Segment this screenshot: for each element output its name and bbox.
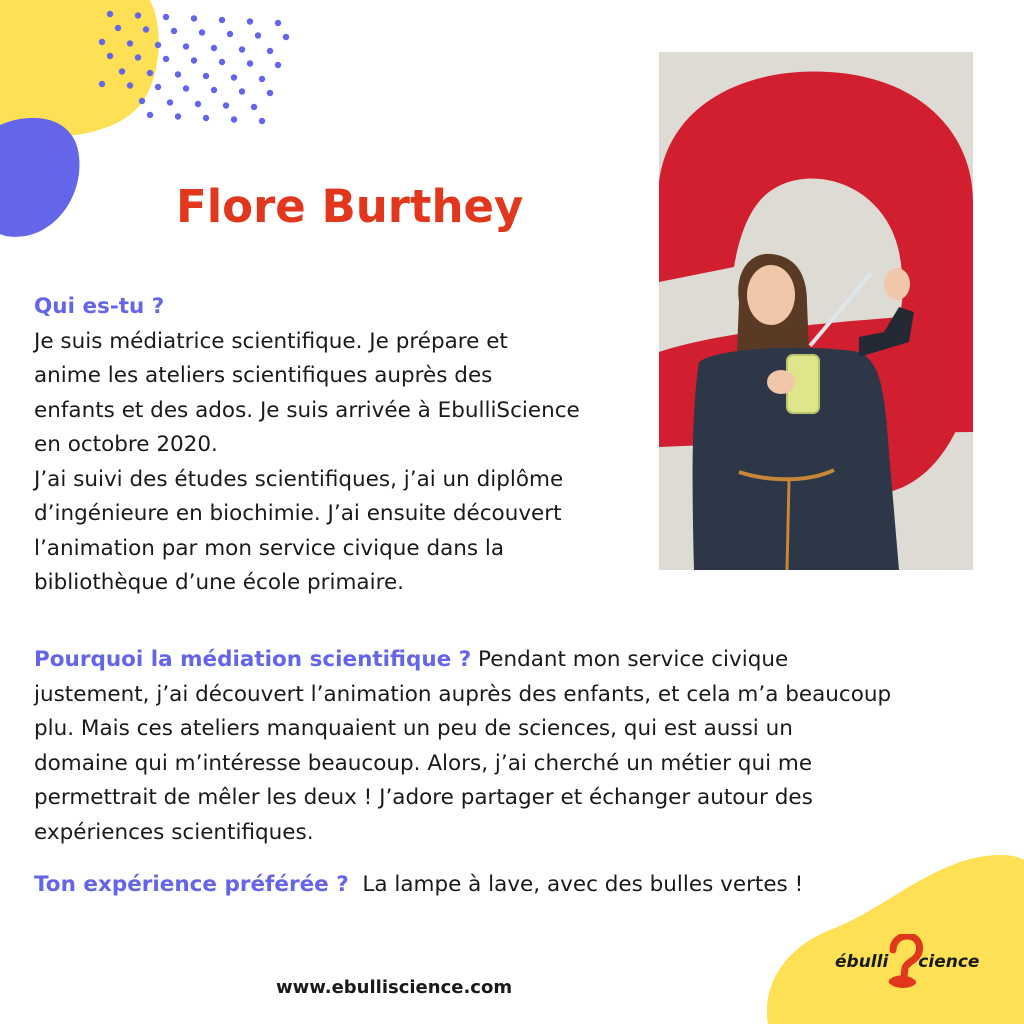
decor-dot <box>219 59 225 65</box>
decor-dot <box>223 102 229 108</box>
answer-line: J’ai suivi des études scientifiques, j’ai un diplôme <box>34 466 564 492</box>
decor-dot <box>183 85 189 91</box>
decor-dot <box>227 31 233 37</box>
answer-line: domaine qui m’intéresse beaucoup. Alors, j’ai cherché un métier qui me <box>34 750 813 776</box>
decor-dot <box>155 42 161 48</box>
decor-dot <box>175 71 181 77</box>
decor-dot <box>199 29 205 35</box>
answer-line: d’ingénieure en biochimie. J’ai ensuite découvert <box>34 501 562 526</box>
decor-dot <box>231 116 237 122</box>
decor-dot <box>127 82 133 88</box>
blue-blob-top-left <box>0 118 79 237</box>
decor-dot <box>259 118 265 124</box>
answer-line: plu. Mais ces ateliers manquaient un peu de sciences, qui est aussi un <box>34 716 793 741</box>
decor-dot <box>99 39 105 45</box>
portrait-photo <box>659 52 973 570</box>
answer-line: bibliothèque d’une école primaire. <box>34 570 405 595</box>
answer-line: enfants et des ados. Je suis arrivée à EbulliScience <box>34 397 580 423</box>
decor-dot <box>119 68 125 74</box>
decor-dot <box>175 113 181 119</box>
answer-line: anime les ateliers scientifiques auprès des <box>34 363 493 388</box>
decor-dot <box>171 28 177 34</box>
decor-dot <box>155 84 161 90</box>
person-face <box>747 265 795 325</box>
answer-line: expériences scientifiques. <box>34 819 314 845</box>
decor-dot <box>99 81 105 87</box>
answer-first: Pendant mon service civique <box>471 647 789 672</box>
decor-dot <box>195 101 201 107</box>
answer-line: justement, j’ai découvert l’animation auprès des enfants, et cela m’a beaucoup <box>34 681 892 707</box>
logo-text-right: cience <box>918 952 980 972</box>
decor-dot <box>231 74 237 80</box>
decor-dot <box>107 11 113 17</box>
decor-dot <box>267 48 273 54</box>
decor-dot <box>211 87 217 93</box>
decor-dot <box>239 46 245 52</box>
answer-favorite: La lampe à lave, avec des bulles vertes ! <box>348 872 804 897</box>
decor-dot <box>115 25 121 31</box>
decor-dot <box>203 73 209 79</box>
decor-dot <box>259 76 265 82</box>
decor-dot <box>143 26 149 32</box>
website-url[interactable]: www.ebulliscience.com <box>276 977 513 998</box>
question-who: Qui es-tu ? <box>34 294 165 319</box>
decor-dot <box>183 43 189 49</box>
answer-line: permettrait de mêler les deux ! J’adore partager et échanger autour des <box>34 785 813 810</box>
decor-dot <box>135 12 141 18</box>
decor-dot <box>163 14 169 20</box>
decor-dot <box>203 115 209 121</box>
section-who <box>34 290 644 601</box>
section-favorite <box>34 868 994 903</box>
decor-dot <box>163 56 169 62</box>
decor-dot <box>107 53 113 59</box>
portrait-illustration <box>659 52 973 570</box>
answer-line: en octobre 2020. <box>34 432 218 457</box>
decor-dot <box>255 32 261 38</box>
logo-text-left: ébulli <box>835 952 889 972</box>
question-favorite: Ton expérience préférée ? <box>34 872 349 897</box>
decor-dot <box>191 57 197 63</box>
decor-dot <box>147 70 153 76</box>
decor-dot <box>147 112 153 118</box>
decor-dot <box>167 99 173 105</box>
decor-dot <box>239 88 245 94</box>
decor-dot <box>135 54 141 60</box>
belt-tie <box>787 480 789 570</box>
decor-dot <box>211 45 217 51</box>
section-why <box>34 643 994 850</box>
decor-dot <box>275 20 281 26</box>
decor-dot <box>191 15 197 21</box>
answer-line: Je suis médiatrice scientifique. Je prépare et <box>34 328 508 354</box>
decor-dot <box>283 34 289 40</box>
decor-dot <box>219 17 225 23</box>
decor-dot <box>251 104 257 110</box>
decor-dot <box>267 90 273 96</box>
person-hand-right <box>884 268 910 300</box>
decor-dot <box>127 40 133 46</box>
yellow-blob-top-left <box>0 0 159 137</box>
answer-line: l’animation par mon service civique dans la <box>34 535 505 561</box>
decor-dot <box>247 60 253 66</box>
first-line <box>34 643 994 678</box>
decor-dot <box>139 98 145 104</box>
ebulliscience-logo <box>835 934 1005 994</box>
decor-dot <box>247 18 253 24</box>
person-hand-left <box>767 370 795 394</box>
person-name: Flore Burthey <box>176 180 524 233</box>
decor-dot <box>275 62 281 68</box>
logo-question-mark-icon <box>885 934 925 990</box>
question-why: Pourquoi la médiation scientifique ? <box>34 647 472 672</box>
